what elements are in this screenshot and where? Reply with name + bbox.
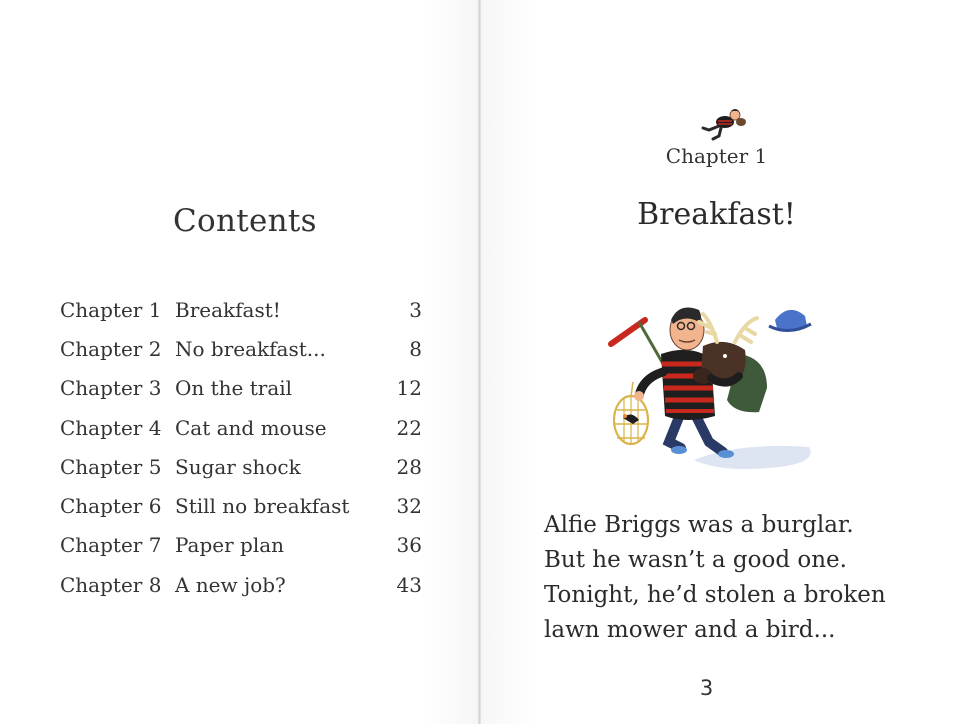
toc-chapter-title: Paper plan (175, 533, 285, 558)
chapter-title: Breakfast! (637, 197, 796, 232)
table-of-contents (60, 290, 422, 604)
toc-page-number: 22 (396, 415, 422, 440)
toc-page-number: 43 (396, 572, 422, 597)
toc-entry[interactable] (60, 447, 422, 486)
toc-entry[interactable] (60, 290, 422, 329)
page-number: 3 (699, 676, 714, 700)
toc-chapter-title: On the trail (175, 376, 293, 401)
story-line: lawn mower and a bird... (544, 617, 836, 643)
toc-entry[interactable] (60, 526, 422, 565)
running-burglar-icon (699, 100, 749, 144)
toc-page-number: 8 (409, 336, 422, 361)
toc-entry[interactable] (60, 408, 422, 447)
contents-heading: Contents (173, 203, 317, 239)
toc-chapter-title: A new job? (175, 572, 286, 597)
toc-chapter-title: Still no breakfast (175, 494, 350, 519)
burglar-head (670, 308, 704, 350)
toc-chapter-title: Cat and mouse (175, 415, 327, 440)
story-text (544, 508, 944, 648)
blue-hat (769, 310, 811, 331)
toc-chapter-number: Chapter 6 (60, 494, 162, 519)
toc-page-number: 28 (396, 454, 422, 479)
toc-entry[interactable] (60, 369, 422, 408)
toc-page-number: 12 (396, 376, 422, 401)
toc-page-number: 3 (409, 297, 422, 322)
toc-entry[interactable] (60, 486, 422, 525)
toc-chapter-title: Breakfast! (175, 297, 281, 322)
toc-chapter-number: Chapter 5 (60, 454, 162, 479)
toc-chapter-number: Chapter 1 (60, 297, 162, 322)
toc-entry[interactable] (60, 565, 422, 604)
toc-entry[interactable] (60, 329, 422, 368)
story-line: But he wasn’t a good one. (544, 547, 847, 573)
toc-chapter-number: Chapter 8 (60, 572, 162, 597)
toc-chapter-number: Chapter 2 (60, 336, 162, 361)
toc-page-number: 36 (396, 533, 422, 558)
story-line: Tonight, he’d stolen a broken (544, 582, 886, 608)
chapter-page (481, 0, 960, 724)
toc-chapter-number: Chapter 4 (60, 415, 162, 440)
story-line: Alfie Briggs was a burglar. (544, 512, 854, 538)
burglar-carrying-loot-illustration (599, 292, 829, 482)
toc-chapter-number: Chapter 7 (60, 533, 162, 558)
toc-chapter-title: No breakfast... (175, 336, 326, 361)
contents-page (0, 0, 478, 724)
toc-chapter-number: Chapter 3 (60, 376, 162, 401)
toc-chapter-title: Sugar shock (175, 454, 301, 479)
toc-page-number: 32 (396, 494, 422, 519)
chapter-label: Chapter 1 (665, 144, 768, 168)
